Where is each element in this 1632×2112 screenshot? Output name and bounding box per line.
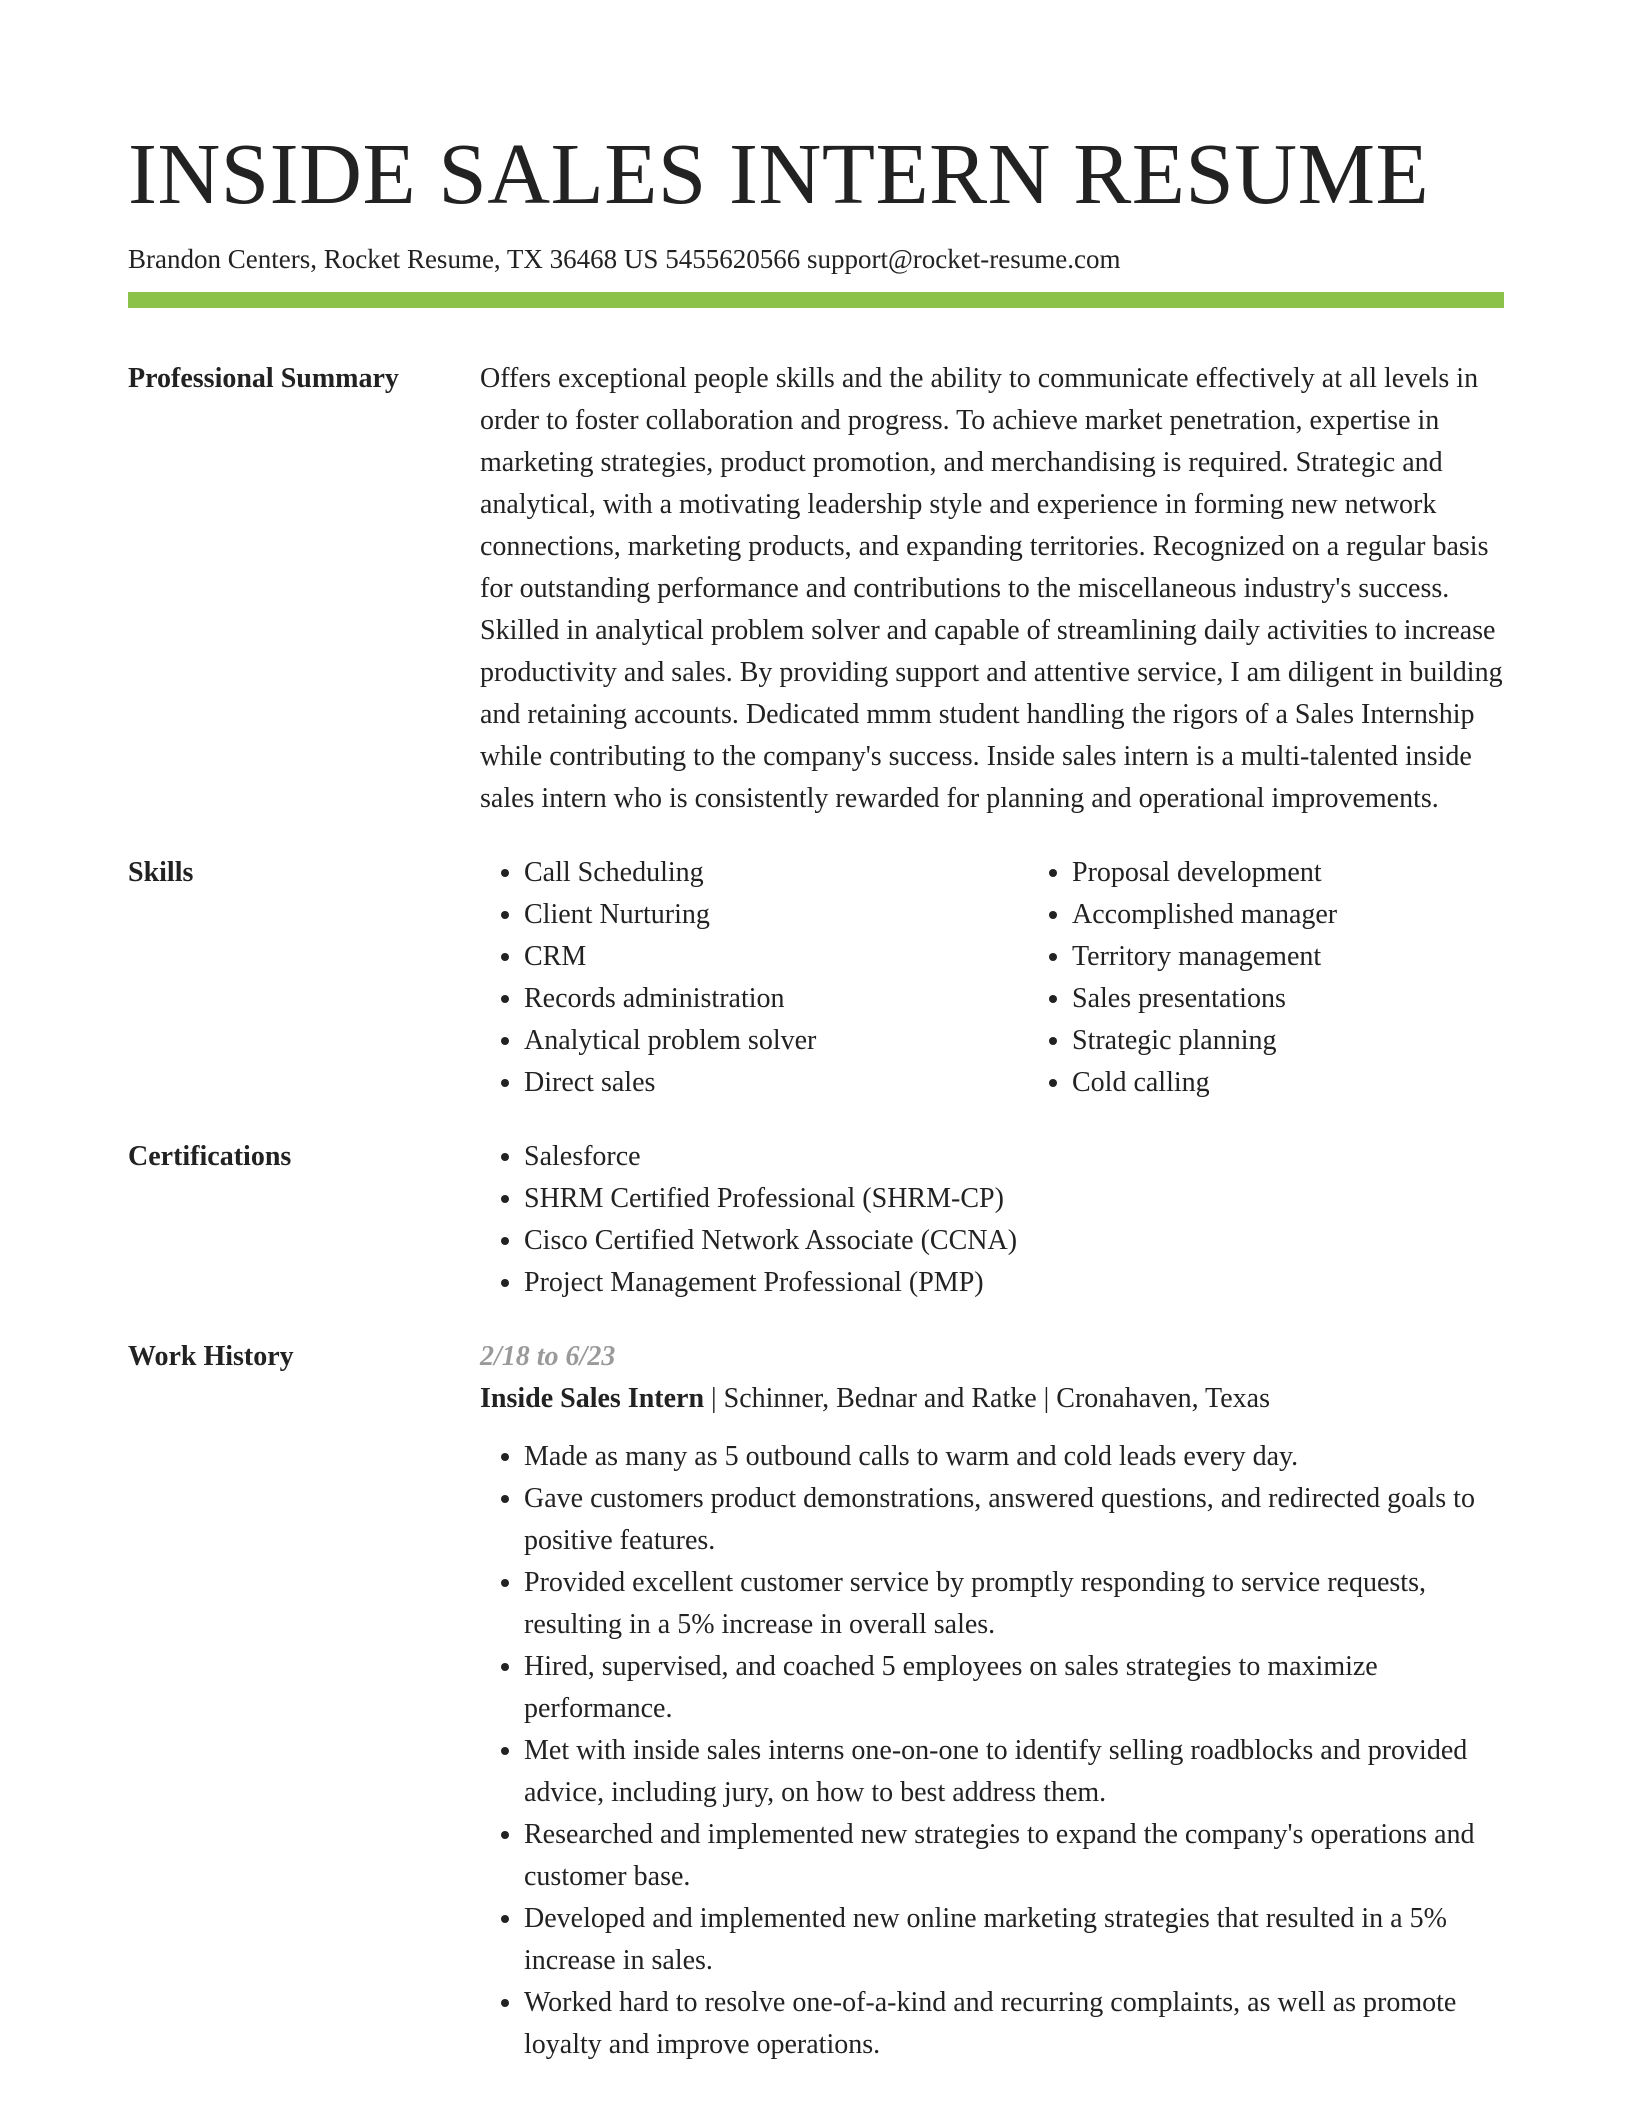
responsibility-item: • Worked hard to resolve one-of-a-kind and recurring complaints, as well as promote loyalty and improve operations. (524, 1982, 1504, 2066)
job-heading (480, 1378, 1504, 1420)
contact-line: Brandon Centers, Rocket Resume, TX 36468 US 5455620566 support@rocket-resume.com (128, 244, 1121, 274)
skills-grid (480, 852, 1576, 1104)
skills-list-left (480, 852, 1028, 1104)
skill-item: • Client Nurturing (524, 894, 1028, 936)
skill-item: • Records administration (524, 978, 1028, 1020)
skill-item: • CRM (524, 936, 1028, 978)
certification-item: • Salesforce (524, 1136, 1504, 1178)
work-history-section (128, 1336, 1504, 2066)
job-title: Inside Sales Intern (480, 1382, 705, 1414)
certification-item: • Cisco Certified Network Associate (CCNA) (524, 1220, 1504, 1262)
responsibility-item: • Met with inside sales interns one-on-one to identify selling roadblocks and provided advice, including jury, on how to best address them. (524, 1730, 1504, 1814)
professional-summary-section (128, 358, 1504, 820)
job-separator: | (704, 1382, 724, 1414)
skills-section (128, 852, 1504, 1104)
certifications-list (480, 1136, 1504, 1304)
section-label-skills: Skills (128, 856, 194, 888)
section-label-certifications: Certifications (128, 1140, 292, 1172)
skill-item: • Analytical problem solver (524, 1020, 1028, 1062)
responsibility-item: • Made as many as 5 outbound calls to warm and cold leads every day. (524, 1436, 1504, 1478)
work-history-content (480, 1336, 1504, 2066)
skill-item: • Call Scheduling (524, 852, 1028, 894)
responsibility-item: • Hired, supervised, and coached 5 employees on sales strategies to maximize performance. (524, 1646, 1504, 1730)
resume-title: INSIDE SALES INTERN RESUME (128, 125, 1430, 222)
responsibility-item: • Provided excellent customer service by promptly responding to service requests, resulting in a 5% increase in overall sales. (524, 1562, 1504, 1646)
job-dates: 2/18 to 6/23 (480, 1340, 616, 1372)
skill-item: • Cold calling (1072, 1062, 1576, 1104)
skill-item: • Territory management (1072, 936, 1576, 978)
responsibility-item: • Researched and implemented new strategies to expand the company's operations and customer base. (524, 1814, 1504, 1898)
certification-item: • SHRM Certified Professional (SHRM-CP) (524, 1178, 1504, 1220)
skill-item: • Strategic planning (1072, 1020, 1576, 1062)
job-separator: | (1036, 1382, 1057, 1414)
responsibility-item: • Developed and implemented new online marketing strategies that resulted in a 5% increase in sales. (524, 1898, 1504, 1982)
skills-list-right (1028, 852, 1576, 1104)
certification-item: • Project Management Professional (PMP) (524, 1262, 1504, 1304)
certifications-section (128, 1136, 1504, 1304)
job-responsibilities-list (480, 1436, 1504, 2066)
summary-text: Offers exceptional people skills and the ability to communicate effectively at all levels in order to foster collaboration and progress. To achieve market penetration, expertise in marketing strategies, product promotion, and merchandising is required. Strategic and analytical, with a motivating leadership style and experience in forming new network connections, marketing products, and expanding territories. Recognized on a regular basis for outstanding performance and contributions to the miscellaneous industry's success. Skilled in analytical problem solver and capable of streamlining daily activities to increase productivity and sales. By providing support and attentive service, I am diligent in building and retaining accounts. Dedicated mmm student handling the rigors of a Sales Internship while contributing to the company's success. Inside sales intern is a multi-talented inside sales intern who is consistently rewarded for planning and operational improvements. (480, 362, 1503, 814)
responsibility-item: • Gave customers product demonstrations, answered questions, and redirected goals to positive features. (524, 1478, 1504, 1562)
section-label-summary: Professional Summary (128, 362, 399, 394)
section-label-work-history: Work History (128, 1340, 294, 1372)
skill-item: • Accomplished manager (1072, 894, 1576, 936)
job-location: Cronahaven, Texas (1056, 1382, 1270, 1414)
skill-item: • Proposal development (1072, 852, 1576, 894)
accent-divider (128, 292, 1504, 308)
certifications-content (480, 1136, 1504, 1304)
skill-item: • Sales presentations (1072, 978, 1576, 1020)
skill-item: • Direct sales (524, 1062, 1028, 1104)
job-company: Schinner, Bednar and Ratke (723, 1382, 1037, 1414)
